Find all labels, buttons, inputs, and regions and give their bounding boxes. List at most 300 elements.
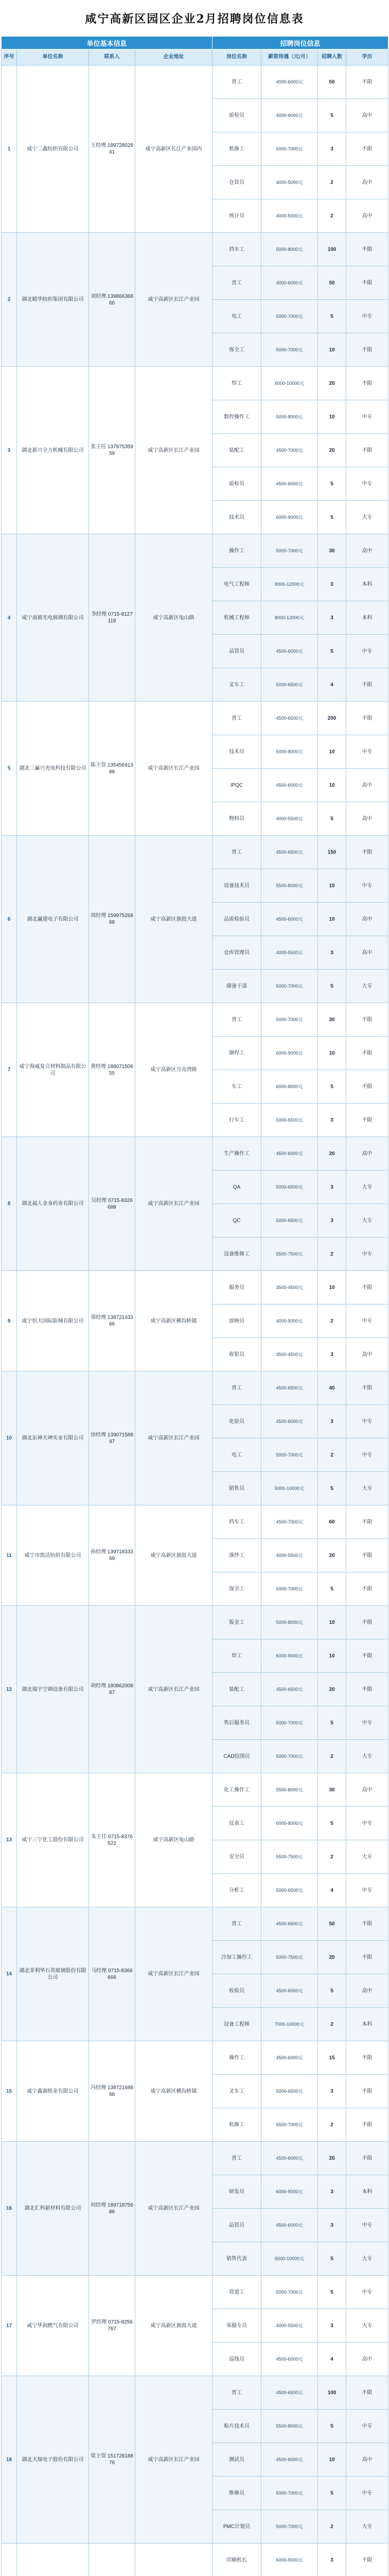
table-row xyxy=(2,1271,388,1304)
cell-edu: 不限 xyxy=(346,2041,388,2075)
cell-number: 10 xyxy=(318,1037,346,1070)
cell-edu: 不限 xyxy=(346,836,388,869)
cell-position: 机修工 xyxy=(213,2108,261,2142)
cell-edu: 不限 xyxy=(346,1505,388,1539)
cell-contact: 冯经理 13872168868 xyxy=(89,2041,135,2142)
cell-position: 化验员 xyxy=(213,1405,261,1438)
cell-edu: 大专 xyxy=(346,970,388,1003)
cell-edu: 不限 xyxy=(346,668,388,702)
cell-contact: 周经理 15997526868 xyxy=(89,836,135,1003)
cell-address: 咸宁高新区横沟桥镇 xyxy=(135,1271,213,1371)
cell-edu: 大专 xyxy=(346,2242,388,2276)
cell-position: 保全工 xyxy=(213,1572,261,1606)
cell-salary: 5000-10000元 xyxy=(261,2242,318,2276)
cell-salary: 5000-7000元 xyxy=(261,2510,318,2544)
cell-number: 10 xyxy=(318,2443,346,2477)
table-row xyxy=(2,2544,388,2576)
cell-company: 湖北东神天神实业有限公司 xyxy=(17,1371,89,1505)
cell-edu: 不限 xyxy=(346,2108,388,2142)
cell-contact: 梁主管 15172818876 xyxy=(89,2376,135,2544)
cell-position: IPQC xyxy=(213,769,261,802)
cell-edu: 大专 xyxy=(346,501,388,534)
cell-edu: 高中 xyxy=(346,936,388,970)
cell-edu: 中专 xyxy=(346,1405,388,1438)
cell-address: 咸宁高新区龟山路 xyxy=(135,534,213,702)
table-row xyxy=(2,1773,388,1807)
cell-company: 咸宁三鑫纺织有限公司 xyxy=(17,65,89,233)
table-row xyxy=(2,233,388,266)
group-header-row xyxy=(2,37,388,49)
cell-number: 10 xyxy=(318,1639,346,1673)
cell-salary: 4500-6500元 xyxy=(261,1673,318,1706)
cell-position: 质检员 xyxy=(213,467,261,501)
cell-edu: 不限 xyxy=(346,333,388,367)
cell-edu: 不限 xyxy=(346,1639,388,1673)
cell-salary: 5500-8000元 xyxy=(261,2410,318,2443)
cell-edu: 中专 xyxy=(346,735,388,769)
cell-salary: 6000-8000元 xyxy=(261,1807,318,1840)
cell-position: 分析工 xyxy=(213,1874,261,1907)
cell-no xyxy=(2,2544,17,2576)
column-header-no: 序号 xyxy=(2,49,17,65)
cell-company: 湖北瑞宇空调设备有限公司 xyxy=(17,1606,89,1773)
column-header-salary: 薪资待遇（元/月） xyxy=(261,49,318,65)
cell-contact: 何经理 18971875686 xyxy=(89,2142,135,2276)
cell-edu: 高中 xyxy=(346,1137,388,1171)
cell-number: 2 xyxy=(318,1304,346,1338)
cell-salary: 4500-6500元 xyxy=(261,702,318,735)
cell-edu: 不限 xyxy=(346,266,388,300)
cell-position: 电气工程师 xyxy=(213,568,261,601)
cell-no: 13 xyxy=(2,1773,17,1907)
cell-number: 5 xyxy=(318,501,346,534)
cell-position: 印刷机长 xyxy=(213,2544,261,2576)
cell-company: 咸宁海威复合材料制品有限公司 xyxy=(17,1003,89,1137)
cell-number: 2 xyxy=(318,1840,346,1874)
cell-contact: 陈主管 13545691388 xyxy=(89,702,135,836)
cell-position: 收银员 xyxy=(213,1338,261,1371)
cell-salary: 5000-7000元 xyxy=(261,1740,318,1773)
table-row xyxy=(2,1371,388,1405)
cell-number: 20 xyxy=(318,1539,346,1572)
cell-number: 40 xyxy=(318,1371,346,1405)
cell-edu: 高中 xyxy=(346,2443,388,2477)
table-row xyxy=(2,1505,388,1539)
cell-number: 30 xyxy=(318,1003,346,1037)
cell-position: 技术员 xyxy=(213,735,261,769)
cell-position: QA xyxy=(213,1171,261,1204)
cell-edu: 不限 xyxy=(346,2075,388,2108)
cell-edu: 高中 xyxy=(346,1338,388,1371)
cell-salary: 4500-7000元 xyxy=(261,434,318,467)
cell-address: 咸宁高新区长江产业园 xyxy=(135,2142,213,2276)
table-row xyxy=(2,367,388,400)
cell-edu: 高中 xyxy=(346,166,388,199)
cell-position: 操作工 xyxy=(213,2041,261,2075)
cell-position: 机械工程师 xyxy=(213,601,261,635)
cell-number: 10 xyxy=(318,1606,346,1639)
cell-position: 机修工 xyxy=(213,132,261,166)
cell-number: 2 xyxy=(318,2008,346,2041)
table-row xyxy=(2,534,388,568)
cell-position: 叉车工 xyxy=(213,2075,261,2108)
cell-position: 焊工 xyxy=(213,1639,261,1673)
cell-salary: 5500-7500元 xyxy=(261,1238,318,1271)
cell-number: 3 xyxy=(318,601,346,635)
cell-no: 5 xyxy=(2,702,17,836)
cell-salary: 5000-7000元 xyxy=(261,2276,318,2309)
cell-edu: 中专 xyxy=(346,2410,388,2443)
cell-no: 8 xyxy=(2,1137,17,1271)
cell-number: 10 xyxy=(318,769,346,802)
cell-edu: 大专 xyxy=(346,1740,388,1773)
cell-company: 湖北新兴全力机械有限公司 xyxy=(17,367,89,534)
cell-position: 销售员 xyxy=(213,1472,261,1505)
cell-position: 普工 xyxy=(213,65,261,99)
cell-edu: 高中 xyxy=(346,2343,388,2376)
cell-number: 5 xyxy=(318,635,346,668)
cell-no: 7 xyxy=(2,1003,17,1137)
cell-position: 叉车工 xyxy=(213,668,261,702)
cell-number: 5 xyxy=(318,2276,346,2309)
cell-edu: 不限 xyxy=(346,1673,388,1706)
cell-number: 4 xyxy=(318,668,346,702)
cell-number: 5 xyxy=(318,970,346,1003)
cell-salary: 6000-9000元 xyxy=(261,1639,318,1673)
cell-number: 5 xyxy=(318,1974,346,2008)
cell-edu: 高中 xyxy=(346,534,388,568)
cell-salary: 4000-5000元 xyxy=(261,166,318,199)
cell-number: 3 xyxy=(318,1104,346,1137)
cell-salary: 5000-7000元 xyxy=(261,970,318,1003)
cell-contact: 张主任 13797535959 xyxy=(89,367,135,534)
cell-edu: 高中 xyxy=(346,802,388,836)
cell-edu: 不限 xyxy=(346,1606,388,1639)
cell-position: 研发员 xyxy=(213,2175,261,2209)
table-row xyxy=(2,65,388,99)
cell-position: 电工 xyxy=(213,1438,261,1472)
cell-edu: 不限 xyxy=(346,1539,388,1572)
cell-address: 咸宁高新区长江产业园内 xyxy=(135,65,213,233)
cell-edu: 不限 xyxy=(346,367,388,400)
cell-number: 5 xyxy=(318,99,346,132)
table-row xyxy=(2,1003,388,1037)
cell-position: 巡线员 xyxy=(213,2343,261,2376)
cell-number: 3 xyxy=(318,568,346,601)
cell-salary: 5000-7000元 xyxy=(261,333,318,367)
cell-edu: 中专 xyxy=(346,1706,388,1740)
cell-salary: 5500-7500元 xyxy=(261,1840,318,1874)
cell-salary: 5500-8000元 xyxy=(261,1773,318,1807)
cell-address: 咸宁高新区龟山路 xyxy=(135,1773,213,1907)
cell-edu: 中专 xyxy=(346,467,388,501)
cell-number: 3 xyxy=(318,2175,346,2209)
cell-position: 检验员 xyxy=(213,1974,261,2008)
cell-salary: 4500-6000元 xyxy=(261,1974,318,2008)
cell-salary: 4500-6000元 xyxy=(261,2343,318,2376)
cell-address: 咸宁高新区横沟桥镇 xyxy=(135,2041,213,2142)
cell-number: 3 xyxy=(318,1171,346,1204)
cell-salary: 4500-6000元 xyxy=(261,2041,318,2075)
cell-salary: 4000-5000元 xyxy=(261,1304,318,1338)
cell-number: 4 xyxy=(318,2343,346,2376)
cell-position: 行车工 xyxy=(213,1104,261,1137)
cell-salary: 5000-7000元 xyxy=(261,1003,318,1037)
cell-company: 湖北精华纺织集团有限公司 xyxy=(17,233,89,367)
cell-number: 4 xyxy=(318,1874,346,1907)
cell-salary: 4500-6500元 xyxy=(261,2376,318,2410)
cell-number: 200 xyxy=(318,702,346,735)
cell-contact: 徐经理 13907158897 xyxy=(89,1371,135,1505)
cell-number: 50 xyxy=(318,266,346,300)
page-title: 咸宁高新区园区企业2月招聘岗位信息表 xyxy=(85,12,304,26)
cell-position: 技术员 xyxy=(213,501,261,534)
cell-address: 咸宁高新区长江产业园 xyxy=(135,367,213,534)
cell-edu: 不限 xyxy=(346,434,388,467)
cell-position: 储备干部 xyxy=(213,970,261,1003)
table-row xyxy=(2,2142,388,2175)
cell-salary: 5000-8000元 xyxy=(261,735,318,769)
cell-salary: 7000-10000元 xyxy=(261,2008,318,2041)
cell-edu: 不限 xyxy=(346,1941,388,1974)
cell-no: 3 xyxy=(2,367,17,534)
cell-number: 50 xyxy=(318,65,346,99)
cell-number: 30 xyxy=(318,534,346,568)
cell-position: 生产操作工 xyxy=(213,1137,261,1171)
cell-company: 咸宁恒大国际影城有限公司 xyxy=(17,1271,89,1371)
cell-position: 普工 xyxy=(213,2142,261,2175)
cell-edu: 中专 xyxy=(346,1238,388,1271)
cell-edu: 中专 xyxy=(346,1874,388,1907)
cell-number: 5 xyxy=(318,1807,346,1840)
table-row xyxy=(2,1606,388,1639)
cell-salary: 5500-7000元 xyxy=(261,2108,318,2142)
cell-number: 3 xyxy=(318,132,346,166)
cell-edu: 中专 xyxy=(346,1807,388,1840)
cell-salary: 5000-7000元 xyxy=(261,1572,318,1606)
cell-position: 普工 xyxy=(213,2376,261,2410)
cell-salary: 4000-5500元 xyxy=(261,1539,318,1572)
cell-edu: 大专 xyxy=(346,1472,388,1505)
cell-contact: 罗经理 0715-8256767 xyxy=(89,2276,135,2376)
cell-position: 物料员 xyxy=(213,802,261,836)
cell-edu: 中专 xyxy=(346,1304,388,1338)
cell-edu: 高中 xyxy=(346,199,388,233)
cell-number: 3 xyxy=(318,1338,346,1371)
cell-no: 10 xyxy=(2,1371,17,1505)
cell-salary: 4500-6000元 xyxy=(261,1405,318,1438)
cell-contact: 吴经理 0715-8326688 xyxy=(89,1137,135,1271)
cell-number: 5 xyxy=(318,802,346,836)
cell-salary: 8000-12000元 xyxy=(261,601,318,635)
cell-number: 2 xyxy=(318,166,346,199)
cell-edu: 不限 xyxy=(346,2376,388,2410)
cell-company: 湖北汇科新材料有限公司 xyxy=(17,2142,89,2276)
cell-edu: 大专 xyxy=(346,2510,388,2544)
cell-edu: 高中 xyxy=(346,769,388,802)
cell-position: 售后服务员 xyxy=(213,1706,261,1740)
cell-number: 10 xyxy=(318,869,346,903)
cell-salary: 4500-6000元 xyxy=(261,2209,318,2242)
cell-salary: 5000-6500元 xyxy=(261,1204,318,1238)
cell-position: 服务员 xyxy=(213,1271,261,1304)
cell-number: 2 xyxy=(318,1740,346,1773)
cell-salary: 4000-5500元 xyxy=(261,936,318,970)
cell-contact: 马经理 0715-8366666 xyxy=(89,1907,135,2041)
cell-position: 挡车工 xyxy=(213,1505,261,1539)
cell-company: 湖北菲利华石英玻璃股份有限公司 xyxy=(17,1907,89,2041)
cell-number: 3 xyxy=(318,2309,346,2343)
cell-salary: 4500-7000元 xyxy=(261,1505,318,1539)
cell-number: 2 xyxy=(318,2108,346,2142)
cell-company: 咸宁市凯达纺织有限公司 xyxy=(17,1505,89,1606)
table-row xyxy=(2,2276,388,2309)
cell-salary: 5000-6500元 xyxy=(261,668,318,702)
cell-position: 质检员 xyxy=(213,99,261,132)
cell-company xyxy=(17,2544,89,2576)
cell-number: 2 xyxy=(318,199,346,233)
cell-no: 11 xyxy=(2,1505,17,1606)
cell-position: 保全工 xyxy=(213,333,261,367)
cell-edu: 中专 xyxy=(346,1438,388,1472)
cell-salary: 5000-10000元 xyxy=(261,1472,318,1505)
cell-number: 20 xyxy=(318,1137,346,1171)
cell-position: 品质检验员 xyxy=(213,903,261,936)
cell-number: 20 xyxy=(318,2142,346,2175)
cell-edu: 不限 xyxy=(346,1907,388,1941)
cell-edu: 本科 xyxy=(346,2008,388,2041)
cell-position: 普工 xyxy=(213,702,261,735)
cell-position: 车工 xyxy=(213,1070,261,1104)
cell-company: 咸宁华润燃气有限公司 xyxy=(17,2276,89,2376)
cell-no: 16 xyxy=(2,2142,17,2276)
table-row xyxy=(2,2376,388,2410)
cell-salary: 5000-7000元 xyxy=(261,300,318,333)
cell-position: 仪表工 xyxy=(213,1807,261,1840)
cell-no: 14 xyxy=(2,1907,17,2041)
cell-number: 3 xyxy=(318,2075,346,2108)
cell-position: 放映员 xyxy=(213,1304,261,1338)
cell-edu: 中专 xyxy=(346,400,388,434)
cell-number: 10 xyxy=(318,333,346,367)
cell-salary: 4500-6000元 xyxy=(261,635,318,668)
cell-salary: 8000-12000元 xyxy=(261,568,318,601)
cell-salary: 4000-5000元 xyxy=(261,199,318,233)
column-header-position: 岗位名称 xyxy=(213,49,261,65)
column-header-contact: 联系人 xyxy=(89,49,135,65)
cell-position: QC xyxy=(213,1204,261,1238)
cell-position: 设备技术员 xyxy=(213,869,261,903)
cell-salary: 5000-6500元 xyxy=(261,1171,318,1204)
cell-edu: 中专 xyxy=(346,2209,388,2242)
cell-number: 5 xyxy=(318,1070,346,1104)
cell-salary: 5000-7000元 xyxy=(261,2477,318,2510)
cell-address: 咸宁高新区长江产业园 xyxy=(135,2376,213,2544)
cell-edu: 高中 xyxy=(346,1773,388,1807)
cell-edu: 不限 xyxy=(346,702,388,735)
cell-position: 普工 xyxy=(213,1003,261,1037)
cell-number: 3 xyxy=(318,1405,346,1438)
table-row xyxy=(2,2041,388,2075)
cell-address: 咸宁高新区长江产业园 xyxy=(135,233,213,367)
cell-salary: 4000-6000元 xyxy=(261,99,318,132)
cell-position: 装配工 xyxy=(213,434,261,467)
cell-company: 咸宁三宁化工股份有限公司 xyxy=(17,1773,89,1907)
table-row xyxy=(2,836,388,869)
cell-position: 客服专员 xyxy=(213,2309,261,2343)
cell-contact: 朱主任 0715-8376522 xyxy=(89,1773,135,1907)
group-header-company: 单位基本信息 xyxy=(2,37,213,49)
cell-address: 咸宁高新区长江产业园 xyxy=(135,1606,213,1773)
cell-no: 9 xyxy=(2,1271,17,1371)
cell-salary: 4500-6000元 xyxy=(261,2443,318,2477)
cell-number: 5 xyxy=(318,1706,346,1740)
cell-salary: 6000-9000元 xyxy=(261,2175,318,2209)
cell-edu: 不限 xyxy=(346,1271,388,1304)
cell-company: 湖北瀛通电子有限公司 xyxy=(17,836,89,1003)
cell-salary: 5000-8000元 xyxy=(261,1606,318,1639)
cell-no: 1 xyxy=(2,65,17,233)
cell-position: CAD绘图员 xyxy=(213,1740,261,1773)
cell-number: 20 xyxy=(318,1941,346,1974)
cell-edu: 本科 xyxy=(346,601,388,635)
cell-position: 贴片技术员 xyxy=(213,2410,261,2443)
cell-edu: 大专 xyxy=(346,1171,388,1204)
cell-contact: 刘经理 13986636866 xyxy=(89,233,135,367)
cell-number: 10 xyxy=(318,903,346,936)
cell-salary: 4500-6000元 xyxy=(261,467,318,501)
cell-position: 装配工 xyxy=(213,1673,261,1706)
cell-contact: 胡经理 18086200887 xyxy=(89,1606,135,1773)
cell-position: 普工 xyxy=(213,266,261,300)
cell-edu: 高中 xyxy=(346,1974,388,2008)
table-row xyxy=(2,1907,388,1941)
cell-contact: 王经理 18972802841 xyxy=(89,65,135,233)
cell-edu: 不限 xyxy=(346,1104,388,1137)
cell-contact: 李经理 0715-8127118 xyxy=(89,534,135,702)
cell-position: 品管员 xyxy=(213,2209,261,2242)
cell-position: 挡车工 xyxy=(213,233,261,266)
cell-number: 5 xyxy=(318,300,346,333)
cell-salary: 6000-9000元 xyxy=(261,501,318,534)
cell-edu: 大专 xyxy=(346,2309,388,2343)
cell-number: 60 xyxy=(318,1505,346,1539)
cell-position: 安全员 xyxy=(213,1840,261,1874)
cell-number: 2 xyxy=(318,1238,346,1271)
cell-number: 5 xyxy=(318,1572,346,1606)
cell-address: 咸宁高新区旗鼓大道 xyxy=(135,2276,213,2376)
cell-salary: 3500-4500元 xyxy=(261,1338,318,1371)
cell-edu: 不限 xyxy=(346,1003,388,1037)
cell-salary: 4500-6000元 xyxy=(261,769,318,802)
cell-salary: 5000-7500元 xyxy=(261,1941,318,1974)
cell-number: 10 xyxy=(318,400,346,434)
cell-number: 20 xyxy=(318,367,346,400)
cell-no: 6 xyxy=(2,836,17,1003)
cell-number: 2 xyxy=(318,2510,346,2544)
cell-salary: 4500-6500元 xyxy=(261,836,318,869)
cell-contact: 郑经理 13872143366 xyxy=(89,1271,135,1371)
cell-position: 设备维修工 xyxy=(213,1238,261,1271)
cell-contact: 黄经理 18807150655 xyxy=(89,1003,135,1137)
cell-address: 咸宁高新区月亮湾路 xyxy=(135,1003,213,1137)
column-header-address: 企业地址 xyxy=(135,49,213,65)
cell-contact xyxy=(89,2544,135,2576)
cell-edu: 中专 xyxy=(346,635,388,668)
cell-number: 30 xyxy=(318,1773,346,1807)
cell-edu: 不限 xyxy=(346,1037,388,1070)
cell-edu: 不限 xyxy=(346,1572,388,1606)
